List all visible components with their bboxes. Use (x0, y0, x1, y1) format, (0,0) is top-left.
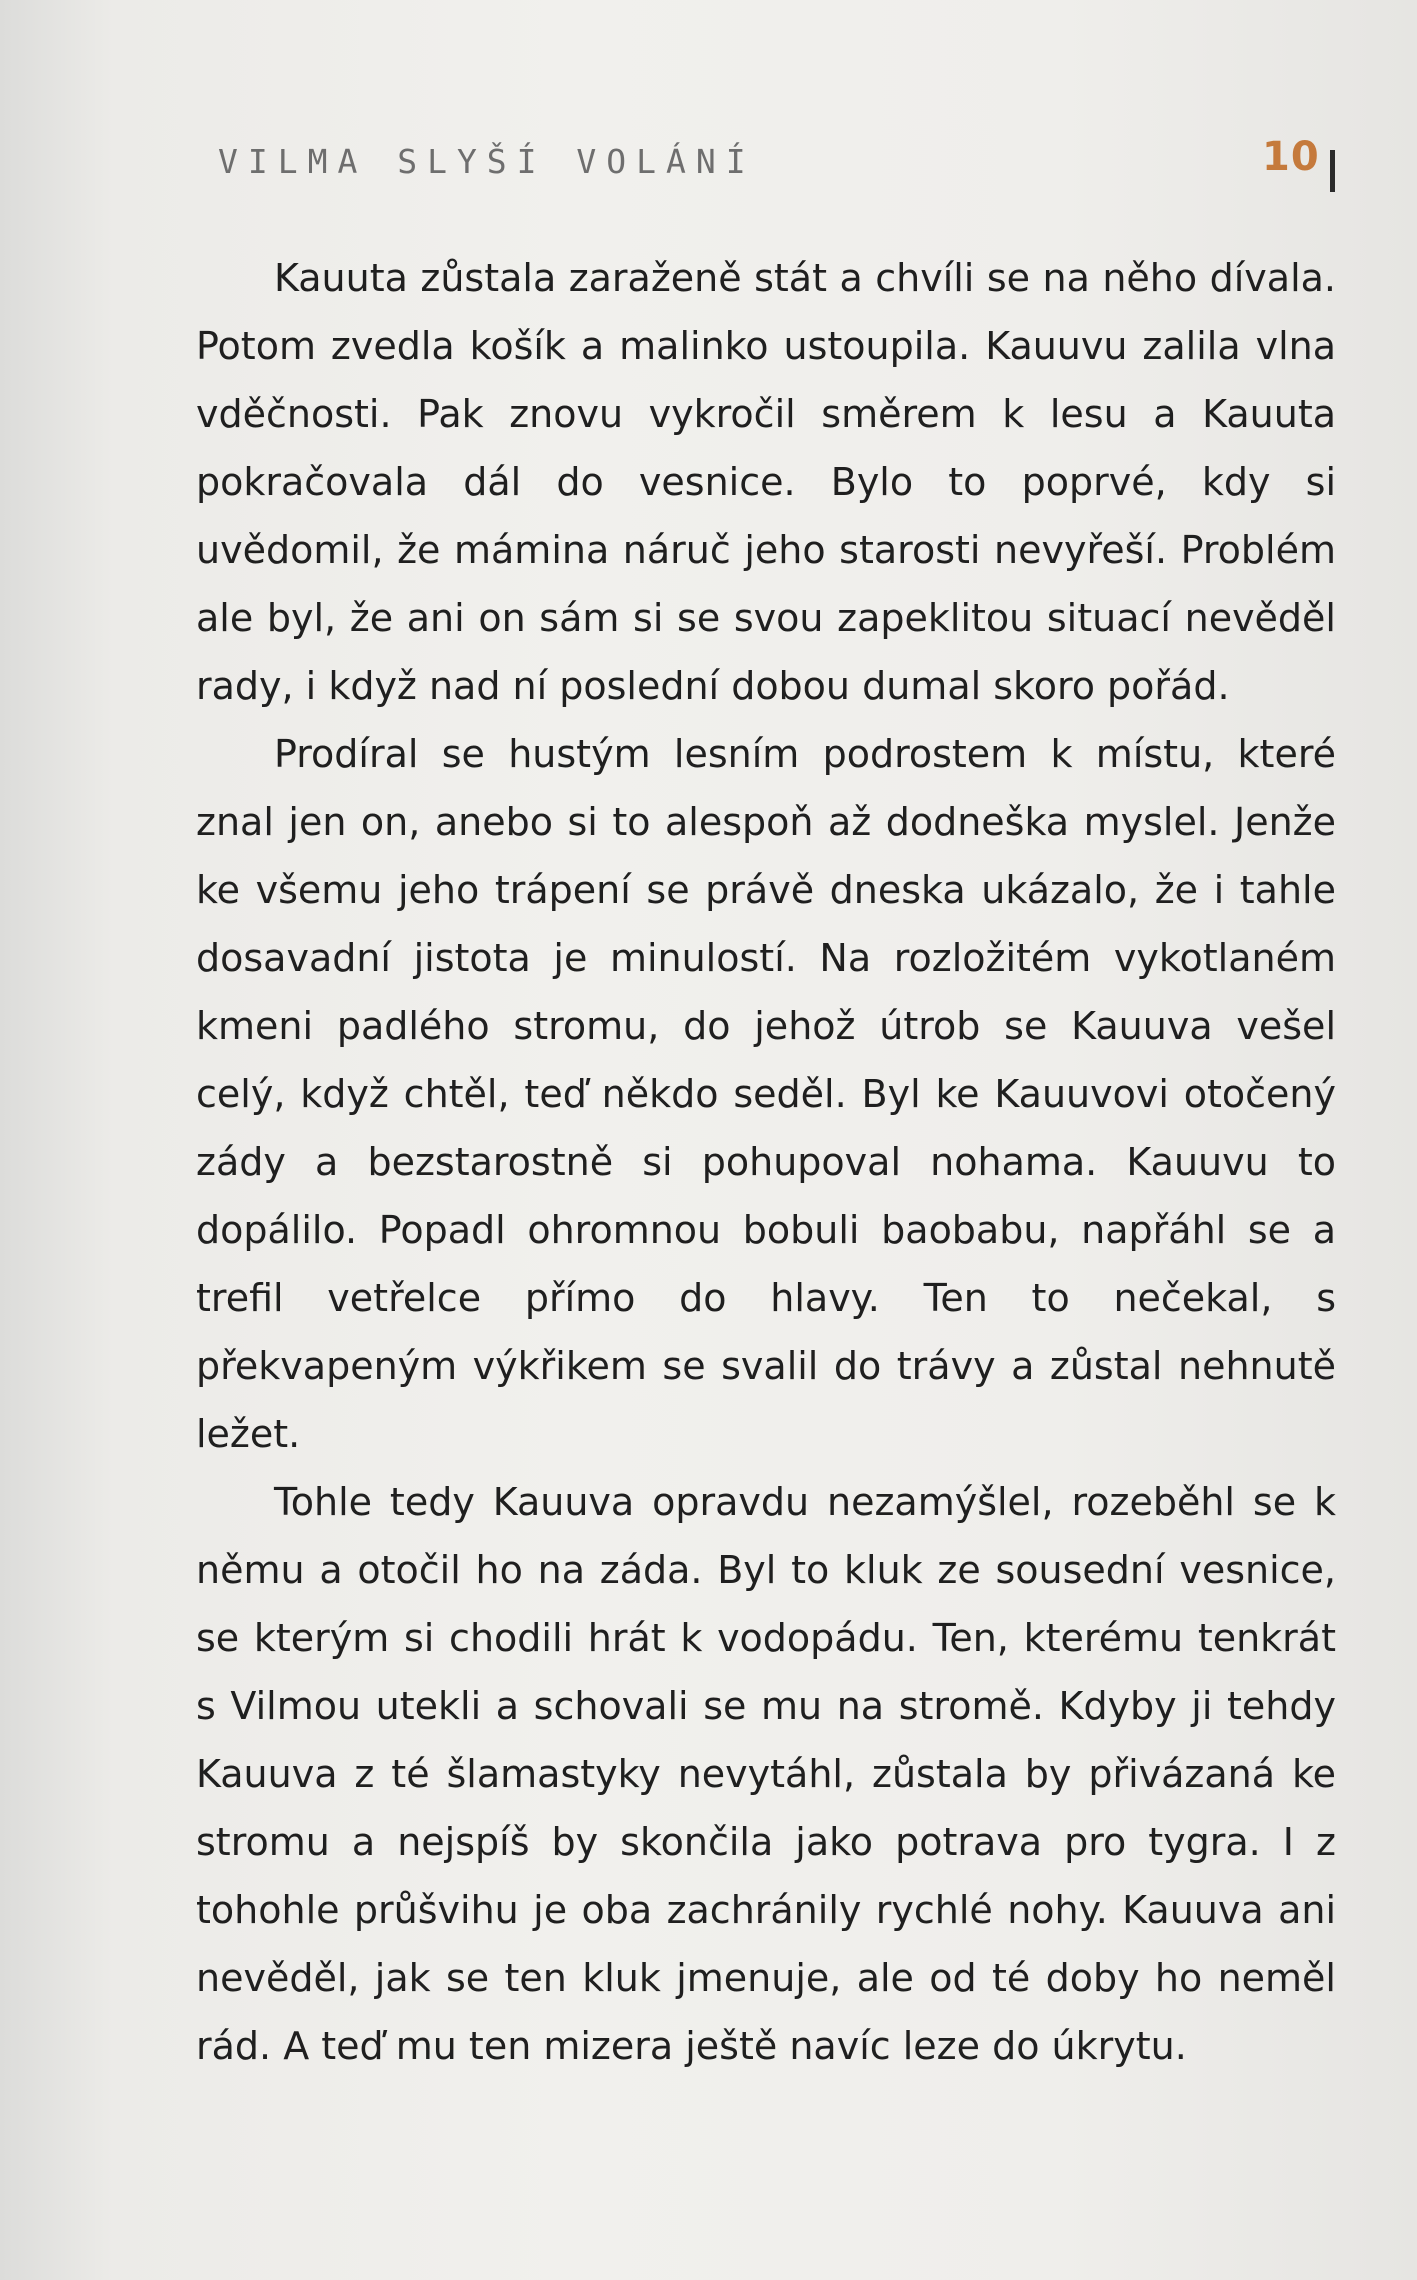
page-number: 10 (1262, 134, 1320, 180)
paragraph-3: Tohle tedy Kauuva opravdu nezamýšlel, rozeběhl se k němu a otočil ho na záda. Byl to kluk ze sousední vesnice, se kterým si chodili hrát k vodopádu. Ten, kterému tenkrát s Vilmou utekli a schovali se mu na stromě. Kdyby ji tehdy Kauuva z té šlamastyky nevytáhl, zůstala by přivázaná ke stromu a nejspíš by skončila jako potrava pro tygra. I z tohohle průšvihu je oba zachránily rychlé nohy. Kauuva ani nevěděl, jak se ten kluk jmenuje, ale od té doby ho neměl rád. A teď mu ten mizera ještě navíc leze do úkrytu. (196, 1480, 1336, 2068)
running-head: VILMA SLYŠÍ VOLÁNÍ (218, 142, 756, 181)
paragraph-2: Prodíral se hustým lesním podrostem k místu, které znal jen on, anebo si to alespoň až dodneška myslel. Jenže ke všemu jeho trápení se právě dneska ukázalo, že i tahle dosavadní jistota je minulostí. Na rozložitém vykotlaném kmeni padlého stromu, do jehož útrob se Kauuva vešel celý, když chtěl, teď někdo seděl. Byl ke Kauuvovi otočený zády a bezstarostně si pohupoval nohama. Kauuvu to dopálilo. Popadl ohromnou bobuli baobabu, napřáhl se a trefil vetřelce přímo do hlavy. Ten to nečekal, s překvapeným výkřikem se svalil do trávy a zůstal nehnutě ležet. (196, 732, 1336, 1456)
paragraph-1: Kauuta zůstala zaraženě stát a chvíli se na něho dívala. Potom zvedla košík a malinko ustoupila. Kauuvu zalila vlna vděčnosti. Pak znovu vykročil směrem k lesu a Kauuta pokračovala dál do vesnice. Bylo to poprvé, kdy si uvědomil, že mámina náruč jeho starosti nevyřeší. Problém ale byl, že ani on sám si se svou zapeklitou situací nevěděl rady, i když nad ní poslední dobou dumal skoro pořád. (196, 256, 1336, 708)
folio-divider (1330, 150, 1335, 192)
body-text (196, 244, 1336, 2080)
